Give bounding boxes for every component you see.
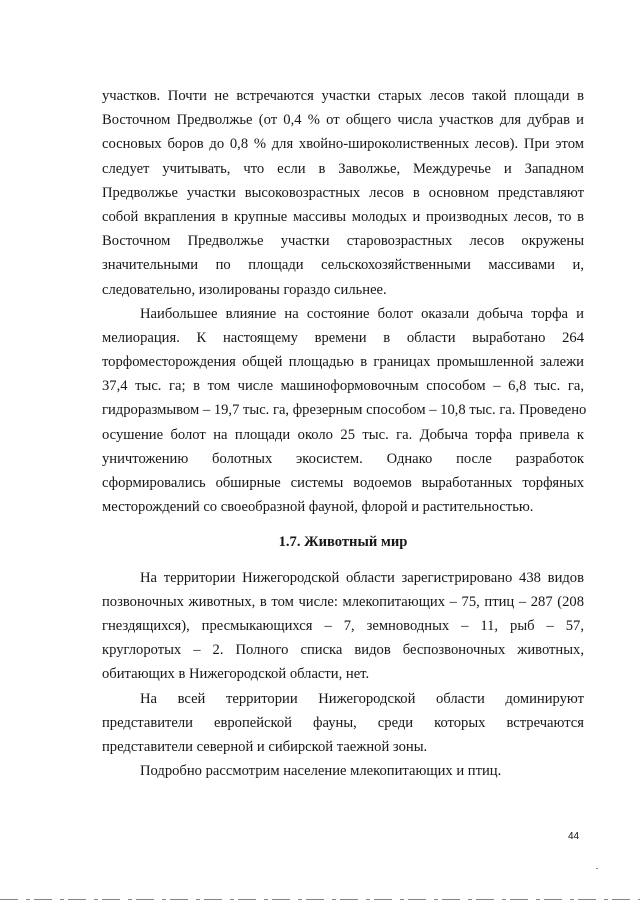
text-line: Восточном Предволжье участки старовозрастных лесов окружены bbox=[102, 233, 584, 250]
text-line: торфоместорождения общей площадью в границах промышленной залежи bbox=[102, 354, 584, 371]
text-line: позвоночных животных, в том числе: млекопитающих – 75, птиц – 287 (208 bbox=[102, 593, 584, 610]
paragraph-mammals-birds bbox=[102, 759, 584, 783]
text-line: мелиорация. К настоящему времени в области выработано 264 bbox=[102, 329, 584, 346]
text-line: На территории Нижегородской области зарегистрировано 438 видов bbox=[140, 569, 584, 586]
page-number: 44 bbox=[568, 831, 580, 842]
text-line: участков. Почти не встречаются участки старых лесов такой площади в bbox=[102, 88, 584, 104]
text-line: следует учитывать, что если в Заволжье, Междуречье и Западном bbox=[102, 160, 584, 177]
text-line: представители северной и сибирской таежной зоны. bbox=[102, 738, 428, 755]
text-line: Наибольшее влияние на состояние болот оказали добыча торфа и bbox=[140, 305, 584, 322]
text-line: месторождений со своеобразной фауной, флорой и растительностью. bbox=[102, 499, 534, 516]
page-body bbox=[102, 84, 587, 783]
scan-edge-line bbox=[0, 899, 640, 900]
text-line: 37,4 тыс. га; в том числе машиноформовочным способом – 6,8 тыс. га, bbox=[102, 378, 584, 395]
text-line: круглоротых – 2. Полного списка видов беспозвоночных животных, bbox=[102, 642, 584, 659]
paragraph-forests bbox=[102, 84, 584, 302]
section-heading: 1.7. Животный мир bbox=[278, 534, 408, 551]
text-line: На всей территории Нижегородской области доминируют bbox=[140, 690, 584, 707]
text-line: значительными по площади сельскохозяйственными массивами и, bbox=[102, 257, 584, 274]
text-line: уничтожению болотных экосистем. Однако после разработок bbox=[102, 450, 584, 467]
text-line: следовательно, изолированы гораздо сильнее. bbox=[102, 281, 387, 298]
paragraph-vertebrates bbox=[102, 566, 584, 687]
scan-speck bbox=[596, 868, 598, 869]
paragraph-fauna bbox=[102, 687, 584, 760]
text-line: представители европейской фауны, среди которых встречаются bbox=[102, 714, 584, 731]
text-line: гнездящихся), пресмыкающихся – 7, земноводных – 11, рыб – 57, bbox=[102, 617, 584, 634]
paragraph-bogs bbox=[102, 302, 587, 520]
text-line: обитающих в Нижегородской области, нет. bbox=[102, 666, 370, 683]
text-line: Подробно рассмотрим население млекопитающих и птиц. bbox=[140, 763, 502, 780]
text-line: Предволжье участки высоковозрастных лесов в основном представляют bbox=[102, 184, 584, 201]
text-line: осушение болот на площади около 25 тыс. га. Добыча торфа привела к bbox=[102, 426, 584, 443]
text-line: собой вкрапления в крупные массивы молодых и производных лесов, то в bbox=[102, 208, 584, 225]
text-line: Восточном Предволжье (от 0,4 % от общего числа участков для дубрав и bbox=[102, 112, 584, 129]
text-line: сформировались обширные системы водоемов выработанных торфяных bbox=[102, 475, 584, 491]
text-line: гидроразмывом – 19,7 тыс. га, фрезерным способом – 10,8 тыс. га. Проведено bbox=[102, 402, 587, 419]
text-line: сосновых боров до 0,8 % для хвойно-широколиственных лесов). При этом bbox=[102, 136, 584, 153]
